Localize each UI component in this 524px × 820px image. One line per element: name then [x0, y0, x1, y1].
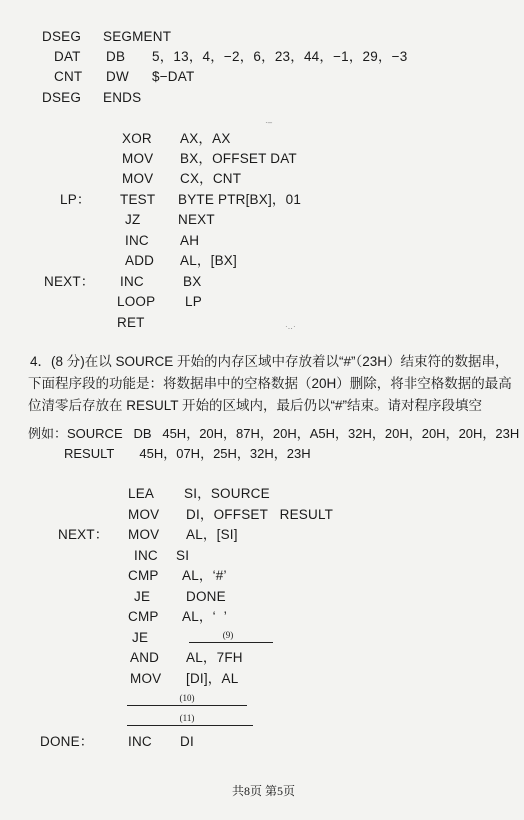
code-args: AL，[BX]: [180, 253, 237, 268]
question-4-line-3: 位清零后存放在 RESULT 开始的区域内，最后仍以“#”结束。请对程序段填空: [28, 398, 483, 413]
code-op: RET: [117, 315, 145, 330]
code-args: BX，OFFSET DAT: [180, 151, 297, 166]
db-directive: DB: [106, 49, 126, 64]
code-op: XOR: [122, 131, 152, 146]
code-args: DONE: [186, 589, 226, 604]
segment-keyword: SEGMENT: [103, 29, 172, 44]
fill-blank-9[interactable]: [189, 642, 273, 643]
code-op: AND: [130, 650, 160, 665]
code-op: MOV: [128, 527, 160, 542]
question-4-line-1: 4．(8 分)在以 SOURCE 开始的内存区域中存放着以“#”（23H）结束符的数据串，: [30, 354, 509, 369]
question-4-line-2: 下面程序段的功能是：将数据串中的空格数据（20H）删除，将非空格数据的最高: [28, 376, 512, 391]
code-op: MOV: [122, 171, 154, 186]
code-args: AL，‘ ’: [182, 609, 227, 624]
code-op: TEST: [120, 192, 156, 207]
code-op: LEA: [128, 486, 155, 501]
code-args: AX，AX: [180, 131, 231, 146]
code-args: AL，7FH: [186, 650, 243, 665]
dat-values: 5，13，4，−2，6，23，44，−1，29，−3: [152, 49, 408, 64]
code-args: [DI]，AL: [186, 671, 239, 686]
done-label: DONE：: [40, 734, 94, 749]
code-op: MOV: [122, 151, 154, 166]
example-result-line: RESULT 45H，07H，25H，32H，23H: [64, 446, 311, 461]
code-label: NEXT：: [58, 527, 109, 542]
blank-9-label: (9): [222, 630, 234, 640]
cnt-label: CNT: [54, 69, 83, 84]
code-op: LOOP: [117, 294, 156, 309]
code-args: SI: [176, 548, 190, 563]
page-footer: 共8页 第5页: [232, 784, 296, 798]
code-op: INC: [120, 274, 144, 289]
code-args: DI: [180, 734, 194, 749]
fill-blank-11[interactable]: [127, 725, 253, 726]
dw-directive: DW: [106, 69, 129, 84]
ends-keyword: ENDS: [103, 90, 142, 105]
blank-11-label: (11): [179, 713, 195, 723]
code-op: CMP: [128, 568, 159, 583]
code-op: MOV: [130, 671, 162, 686]
code-label: LP：: [60, 192, 91, 207]
code-op: ADD: [125, 253, 155, 268]
code-op: INC: [125, 233, 149, 248]
code-args: AL，‘#’: [182, 568, 227, 583]
fill-blank-10[interactable]: [127, 705, 247, 706]
dat-label: DAT: [54, 49, 81, 64]
code-args: DI，OFFSET RESULT: [186, 507, 334, 522]
code-label: NEXT：: [44, 274, 95, 289]
code-op: MOV: [128, 507, 160, 522]
code-args: LP: [185, 294, 202, 309]
code-op: INC: [134, 548, 158, 563]
cnt-expression: $−DAT: [152, 69, 195, 84]
code-op: JE: [132, 630, 149, 645]
code-op: INC: [128, 734, 152, 749]
code-op: JZ: [125, 212, 141, 227]
dseg-label: DSEG: [42, 29, 82, 44]
code-args: BYTE PTR[BX]，01: [178, 192, 302, 207]
example-source-line: 例如：SOURCE DB 45H，20H，87H，20H，A5H，32H，20H，20H，20H，23H: [28, 426, 520, 441]
blank-10-label: (10): [179, 693, 195, 703]
dseg-end-label: DSEG: [42, 90, 82, 105]
code-args: SI，SOURCE: [184, 486, 270, 501]
scan-mark: ·‥·: [285, 322, 296, 331]
scan-mark: ·‒: [265, 118, 273, 127]
code-op: CMP: [128, 609, 159, 624]
code-args: BX: [183, 274, 202, 289]
code-op: JE: [134, 589, 151, 604]
code-args: NEXT: [178, 212, 215, 227]
code-args: CX，CNT: [180, 171, 242, 186]
code-args: AL，[SI]: [186, 527, 238, 542]
code-args: AH: [180, 233, 200, 248]
